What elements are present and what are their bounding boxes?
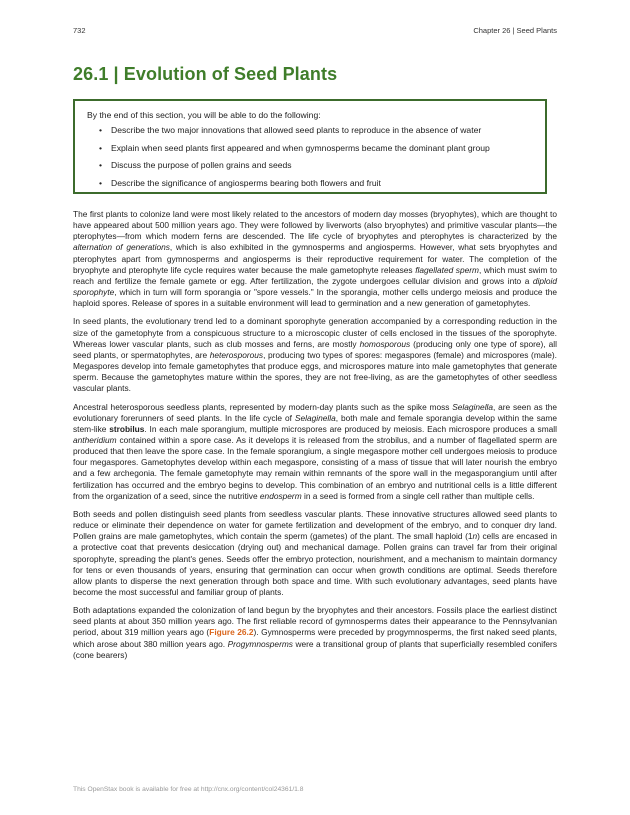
italic-term: alternation of generations xyxy=(73,242,170,253)
text-run: Both adaptations expanded the colonization of land begun by the bryophytes and their ancestors. Fossils place the earliest distinct seed plants at about 350 million years ago. The first reliable record of gymnosperms dates their appearance to the Pennsylvanian period, about 319 million years ago ( xyxy=(73,605,557,638)
objective-item: • Explain when seed plants first appeared and when gymnosperms became the dominant plant group xyxy=(111,143,533,153)
body-text xyxy=(73,209,557,668)
section-title: 26.1 | Evolution of Seed Plants xyxy=(73,64,338,84)
text-run: , both male and female sporangia develop within the same stem-like xyxy=(73,412,557,434)
italic-term: antheridium xyxy=(73,434,117,445)
text-run: Ancestral heterosporous seedless plants, represented by modern-day plants such as the spike moss xyxy=(73,401,453,412)
text-run: , which is also exhibited in the gymnosperms and angiosperms. However, what sets bryophytes and pterophytes apart from gymnosperms and angiosperms is their reproductive requirement for water. The completion of the bryophyte and pterophyte life cycle requires water because the male gametophyte releases xyxy=(73,242,557,275)
objective-item: • Describe the significance of angiosperms bearing both flowers and fruit xyxy=(111,178,533,188)
objective-item: • Describe the two major innovations that allowed seed plants to reproduce in the absence of water xyxy=(111,125,533,135)
objectives-intro: By the end of this section, you will be able to do the following: xyxy=(87,110,321,120)
text-run: The first plants to colonize land were most likely related to the ancestors of modern day mosses (bryophytes), which are thought to have appeared about 500 million years ago. They were followed by liverworts (also bryophytes) and primitive vascular plants—the pterophytes—from which modern ferns are descended. The life cycle of bryophytes and pterophytes is characterized by the xyxy=(73,209,557,242)
italic-term: endosperm xyxy=(259,490,302,501)
text-run: ) cells are encased in a protective coat that prevents desiccation (drying out) and mechanical damage. Pollen grains can travel far from their original sporophyte, spreading the plant's genes. Seeds offer the embryo protection, nourishment, and a mechanism to maintain dormancy for tens or even thousands of years, ensuring that germination can occur when growth conditions are optimal. Seeds therefore allow plants to disperse the next generation through both space and time. With such evolutionary advantages, seed plants have become the most successful and familiar group of plants. xyxy=(73,531,557,597)
italic-term: Progymnosperms xyxy=(227,638,293,649)
text-run: . In each male sporangium, multiple microspores are produced by meiosis. Each microspore produces a small xyxy=(144,423,557,434)
running-header-chapter: Chapter 26 | Seed Plants xyxy=(473,26,557,35)
text-run: were a transitional group of plants that superficially resembled conifers (cone bearers) xyxy=(73,638,557,660)
italic-term: homosporous xyxy=(359,338,411,349)
objective-item: • Discuss the purpose of pollen grains and seeds xyxy=(111,160,533,170)
objectives-list xyxy=(87,125,533,188)
paragraph xyxy=(73,316,557,394)
italic-term: diploid sporophyte xyxy=(73,275,557,298)
italic-term: heterosporous xyxy=(209,349,264,360)
text-run: , which in turn will form sporangia or "spore vessels." In the sporangia, mother cells undergo meiosis and produce the haploid spores. Release of spores in a suitable environment will lead to germination and a new generation of gametophytes. xyxy=(73,287,557,309)
text-run: ). Gymnosperms were preceded by progymnosperms, the first naked seed plants, which arose about 380 million years ago. xyxy=(73,627,557,649)
paragraph xyxy=(73,605,557,661)
learning-objectives-box xyxy=(73,99,547,194)
figure-reference-link[interactable]: Figure 26.2 xyxy=(209,627,254,638)
text-run: , which must swim to reach and fertilize the female gamete or egg. After fertilization, the zygote undergoes cellular division and grows into a xyxy=(73,264,558,286)
italic-term: Selaginella xyxy=(452,401,494,412)
paragraph xyxy=(73,509,557,598)
page-number: 732 xyxy=(73,26,86,35)
page-footer: This OpenStax book is available for free at http://cnx.org/content/col24361/1.8 xyxy=(73,786,304,793)
paragraph xyxy=(73,402,557,502)
text-run: (producing only one type of spore), all seed plants, or spermatophytes, are xyxy=(73,338,557,360)
text-run: contained within a spore case. As it develops it is released from the strobilus, and a number of flagellated sperm are produced that then leave the spore case. In the female sporangium, a single megaspore mother cell undergoes meiosis to produce four megaspores. Gametophytes develop within each megaspore, consisting of a mass of tissue that will later nourish the embryo and a few archegonia. The female gametophyte may remain within remnants of the spore wall in the megasporangium until after fertilization has occurred and the embryo begins to develop. This combination of an embryo and nutritional cells is a little different from the organization of a seed, since the nutritive xyxy=(73,434,557,501)
text-run: , are seen as the evolutionary forerunners of seed plants. In the life cycle of xyxy=(73,401,558,423)
bold-term: strobilus xyxy=(109,423,145,434)
text-run: , producing two types of spores: megaspores (female) and microspores (male). Megaspores develop into female gametophytes that produce eggs, and microspores mature into male gametophytes that generate sperm. Because the gametophytes mature within the spores, they are not free-living, as are the gametophytes of other seedless vascular plants. xyxy=(73,349,557,394)
text-run: In seed plants, the evolutionary trend led to a dominant sporophyte generation accompanied by a corresponding reduction in the size of the gametophyte from a conspicuous structure to a microscopic cluster of cells enclosed in the tissues of the sporophyte. Whereas lower vascular plants, such as club mosses and ferns, are mostly xyxy=(73,316,557,349)
italic-term: flagellated sperm xyxy=(415,264,479,275)
text-run: Both seeds and pollen distinguish seed plants from seedless vascular plants. These innovative structures allowed seed plants to reduce or eliminate their dependence on water for gamete fertilization and development of the embryo, and to conquer dry land. Pollen grains are male gametophytes, which contain the sperm (gametes) of the plant. The small haploid (1 xyxy=(73,508,557,542)
text-run: in a seed is formed from a single cell rather than multiple cells. xyxy=(301,490,535,501)
italic-term: Selaginella xyxy=(294,412,336,423)
italic-term: n xyxy=(472,531,478,542)
paragraph xyxy=(73,209,557,309)
